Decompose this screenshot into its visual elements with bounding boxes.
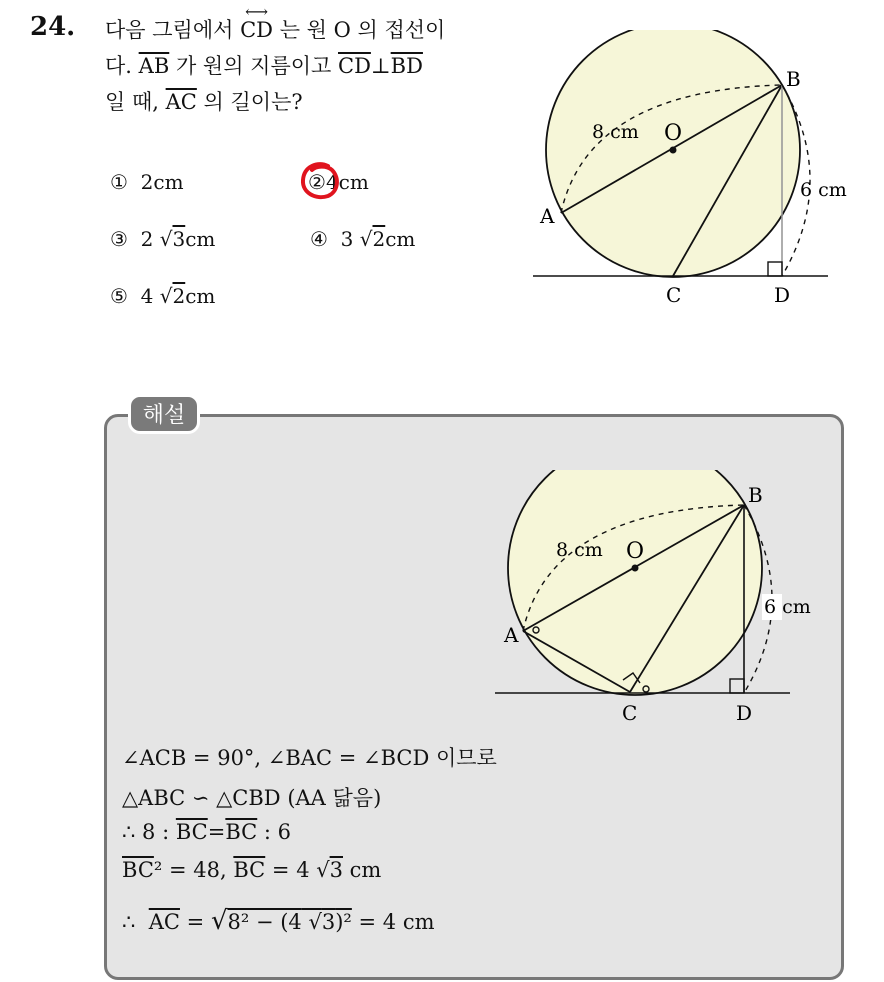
label-d: D — [774, 283, 791, 307]
label-o: O — [626, 539, 645, 564]
q-text-part: 는 원 O 의 접선이 — [279, 18, 446, 42]
segment-bd: $\overline{BD}$ — [390, 54, 423, 78]
label-b: B — [748, 483, 763, 507]
choice-4[interactable]: ④ 3 √2cm — [310, 227, 416, 251]
choice-1[interactable]: ① 2cm — [110, 170, 184, 194]
q-text-part: 다음 그림에서 — [105, 18, 234, 42]
segment-cd: $\overline{CD}$ — [338, 54, 371, 78]
selected-answer-circle-icon — [298, 160, 342, 202]
choice-2[interactable]: ②4cm — [308, 170, 369, 194]
q-text-part: 의 길이는? — [203, 90, 303, 114]
segment-bc: $\overline{BC}$ — [233, 858, 266, 882]
line-cd-symbol: ⟷ CD — [240, 12, 273, 48]
label-6cm: 6 cm — [800, 179, 847, 201]
question-text — [105, 12, 525, 120]
label-d: D — [736, 701, 753, 725]
label-b: B — [786, 67, 801, 91]
segment-bc: $\overline{BC}$ — [175, 820, 208, 844]
problem-figure — [528, 30, 848, 310]
label-c: C — [666, 283, 682, 307]
solution-line-5: ∴ $\overline{AC} = √8^2 - (4$ √3)² = 4 cm — [122, 906, 435, 936]
segment-bc: $\overline{BC}$ — [122, 858, 154, 882]
segment-bc: $\overline{BC}$ — [225, 820, 258, 844]
label-o: O — [664, 121, 683, 146]
solution-line-2: △ABC ∽ △CBD (AA 닮음) — [122, 786, 382, 810]
label-a: A — [504, 623, 519, 647]
perp-symbol: ⊥ — [370, 54, 391, 78]
solution-figure — [490, 470, 820, 730]
question-number: 24. — [30, 12, 76, 42]
label-8cm: 8 cm — [556, 539, 603, 561]
segment-ac: $\overline{AC}$ — [165, 90, 197, 114]
center-point — [632, 565, 639, 572]
label-6cm: 6 cm — [764, 596, 811, 618]
label-a: A — [540, 204, 555, 228]
segment-ab: $\overline{AB}$ — [138, 54, 170, 78]
right-angle-mark — [768, 262, 782, 276]
segment-ac: $\overline{AC}$ — [148, 910, 180, 934]
choice-3[interactable]: ③ 2 √3cm — [110, 227, 216, 251]
circle-o — [508, 470, 762, 695]
solution-line-4: $\overline{BC}^2 = 48$, $\overline{BC} = 4$ √3 cm — [122, 858, 382, 882]
q-text-part: 다. — [105, 54, 132, 78]
q-text-part: 일 때, — [105, 90, 159, 114]
solution-tab: 해설 — [128, 394, 200, 434]
label-8cm: 8 cm — [592, 121, 639, 143]
label-c: C — [622, 701, 638, 725]
solution-line-3: ∴ 8 : $\overline{BC}=\overline{BC}$ : 6 — [122, 820, 292, 844]
right-angle-mark-d — [730, 679, 744, 693]
center-point — [670, 147, 677, 154]
solution-line-1: ∠ACB = 90°, ∠BAC = ∠BCD 이므로 — [122, 746, 497, 770]
choice-5[interactable]: ⑤ 4 √2cm — [110, 284, 216, 308]
q-text-part: 가 원의 지름이고 — [175, 54, 332, 78]
